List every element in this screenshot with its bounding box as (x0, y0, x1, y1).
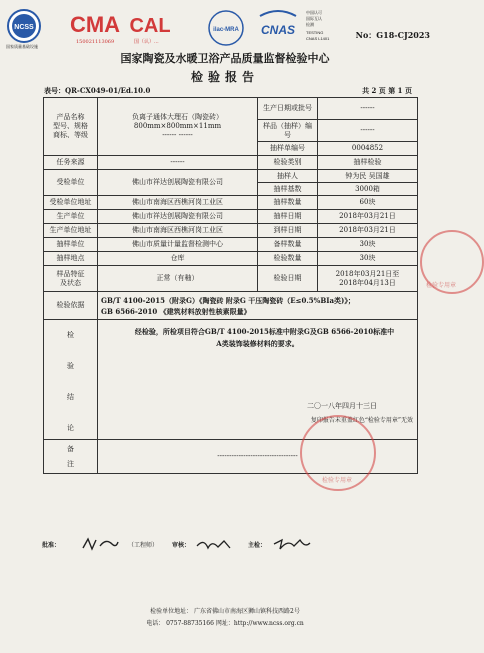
maker-label: 生产单位 (44, 210, 98, 224)
arrive-label: 到样日期 (258, 224, 318, 238)
draw-no-label: 抽样单编号 (258, 142, 318, 156)
sample-no-label: 样品（抽样）编号 (258, 120, 318, 142)
sample-no-value: ------ (318, 120, 418, 142)
draw-date-label: 抽样日期 (258, 210, 318, 224)
qty-label: 抽样数量 (258, 196, 318, 210)
approve-label: 批准： (42, 542, 61, 549)
place-label: 抽样地点 (44, 252, 98, 266)
feature-label-2: 及状态 (60, 278, 81, 287)
approve-title: （工程师） (128, 542, 159, 549)
test-date-value (318, 266, 418, 292)
inspection-stamp-main (300, 415, 376, 491)
report-number (356, 30, 430, 41)
sampler-value: 钟为民 吴国雄 (318, 170, 418, 183)
place-value: 仓库 (98, 252, 258, 266)
cnas-logo-text: CNAS (260, 23, 296, 37)
ncss-sub-label: 国家质量基础设施 (6, 44, 38, 49)
cma-logo-text: CMA (69, 12, 121, 37)
task-source-label: 任务来源 (44, 156, 98, 170)
test-type-label: 检验类别 (258, 156, 318, 170)
cma-logo (69, 8, 121, 52)
report-table (43, 97, 418, 474)
maker-value: 佛山市祥达创展陶瓷有限公司 (98, 210, 258, 224)
inspection-stamp-side (420, 230, 484, 294)
cal-logo (128, 8, 172, 52)
qty-value: 60块 (318, 196, 418, 210)
spare-value: 30块 (318, 238, 418, 252)
maker-addr-label: 生产单位地址 (44, 224, 98, 238)
product-brand: ------ ------ (162, 131, 193, 139)
conclusion-label (44, 320, 98, 440)
test-type-value: 抽样检验 (318, 156, 418, 170)
conclusion-char-1: 检 (67, 330, 74, 339)
conclusion-text-2: A类装饰装修材料的要求。 (216, 339, 299, 348)
remark-char-1: 备 (67, 444, 74, 453)
basis-line-2: GB 6566-2010 《建筑材料放射性核素限量》 (101, 306, 251, 316)
report-number-label: No： (355, 30, 377, 40)
base-value: 3000箱 (318, 183, 418, 196)
conclusion-text (102, 326, 413, 350)
test-date-label: 检验日期 (258, 266, 318, 292)
prod-date-value: ------ (318, 98, 418, 120)
testing-line-1: 中国认可 (306, 10, 322, 15)
page-count: 共 2 页 第 1 页 (362, 86, 412, 95)
testing-line-5: CNAS L1401 (306, 36, 330, 41)
draw-no-value: 0004852 (318, 142, 418, 156)
report-number-value: G18-CJ2023 (376, 30, 430, 40)
testing-line-3: 检测 (306, 22, 314, 27)
form-number-label: 表号： (44, 86, 65, 95)
conclusion-date: 二〇一八年四月十三日 (307, 402, 377, 410)
feature-label-1: 样品特征 (56, 269, 85, 278)
footer-phone: 电话： 0757-88735166 网址：http://www.ncss.org.cn (146, 620, 304, 627)
cal-logo-text: CAL (129, 15, 171, 37)
cma-number: 150021113069 (76, 39, 115, 45)
draw-unit-label: 抽样单位 (44, 238, 98, 252)
remark-char-2: 注 (67, 459, 74, 468)
ncss-logo (6, 8, 42, 49)
ilac-logo (206, 8, 246, 48)
form-meta (44, 86, 412, 96)
review-label: 审核： (172, 542, 191, 549)
stamp-2-text: 检验专用章 (322, 477, 353, 484)
client-addr-label: 受检单位地址 (44, 196, 98, 210)
feature-label (44, 266, 98, 292)
feature-value: 正常（有釉） (98, 266, 258, 292)
basis-value (98, 292, 418, 320)
base-label: 抽样基数 (258, 183, 318, 196)
test-qty-value: 30块 (318, 252, 418, 266)
client-value: 佛山市祥达创展陶瓷有限公司 (98, 170, 258, 196)
main-signature (272, 536, 312, 554)
conclusion-char-2: 验 (67, 361, 74, 370)
draw-date-value: 2018年03月21日 (318, 210, 418, 224)
cal-number: 国（认）... (134, 39, 159, 45)
footer-address: 检验单位地址： 广东省佛山市南海区狮山镇科技西路2号 (150, 608, 300, 615)
product-values (98, 98, 258, 156)
testing-line-4: TESTING (306, 30, 324, 35)
org-name: 国家陶瓷及水暖卫浴产品质量监督检验中心 (120, 52, 330, 65)
conclusion-text-1: 经检验，所检项目符合GB/T 4100-2015标准中附录G及GB 6566-2010标准中 (134, 327, 395, 336)
stamp-1-text: 检验专用章 (426, 282, 457, 289)
testing-line-2: 国际互认 (306, 16, 322, 21)
ncss-logo-text: NCSS (14, 24, 34, 31)
client-label: 受检单位 (44, 170, 98, 196)
approve-signature (80, 536, 120, 554)
product-name-label: 产品名称 (56, 113, 85, 121)
arrive-value: 2018年03月21日 (318, 224, 418, 238)
prod-date-label: 生产日期或批号 (258, 98, 318, 120)
ilac-logo-text: ilac-MRA (213, 27, 239, 33)
test-date-end: 2018年04月13日 (339, 278, 396, 287)
form-number: QR-CX049-01/Ed.10.0 (65, 86, 151, 95)
task-source-value: ------ (98, 156, 258, 170)
client-addr-value: 佛山市南海区西樵河岗工业区 (98, 196, 258, 210)
product-labels (44, 98, 98, 156)
certification-logos (6, 8, 346, 52)
sampler-label: 抽样人 (258, 170, 318, 183)
review-signature (194, 536, 234, 554)
report-title: 检验报告 (190, 70, 259, 84)
product-spec-label: 型号、规格 (53, 122, 88, 130)
conclusion-note: 复印报告未重盖红色“检验专用章”无效 (310, 417, 413, 424)
remark-value: ---------------------------------- (98, 440, 418, 474)
remark-label (44, 440, 98, 474)
basis-line-1: GB/T 4100-2015（附录G）《陶瓷砖 附录G 干压陶瓷砖（E≤0.5%BIa类)》； (101, 295, 355, 305)
product-name: 负离子通体大理石（陶瓷砖） (132, 113, 223, 121)
draw-unit-value: 佛山市质量计量监督检测中心 (98, 238, 258, 252)
spare-label: 备样数量 (258, 238, 318, 252)
test-qty-label: 检验数量 (258, 252, 318, 266)
main-label: 主检： (248, 542, 267, 549)
basis-label: 检验依据 (44, 292, 98, 320)
cnas-logo (254, 8, 302, 48)
product-spec: 800mm×800mm×11mm (133, 122, 222, 130)
maker-addr-value: 佛山市南海区西樵河岗工业区 (98, 224, 258, 238)
conclusion-body (98, 320, 418, 440)
conclusion-char-3: 结 (67, 392, 74, 401)
test-date-start: 2018年03月21日至 (335, 269, 400, 278)
signature-line (42, 536, 412, 552)
product-brand-label: 商标、等级 (53, 131, 88, 139)
conclusion-char-4: 论 (67, 423, 74, 432)
